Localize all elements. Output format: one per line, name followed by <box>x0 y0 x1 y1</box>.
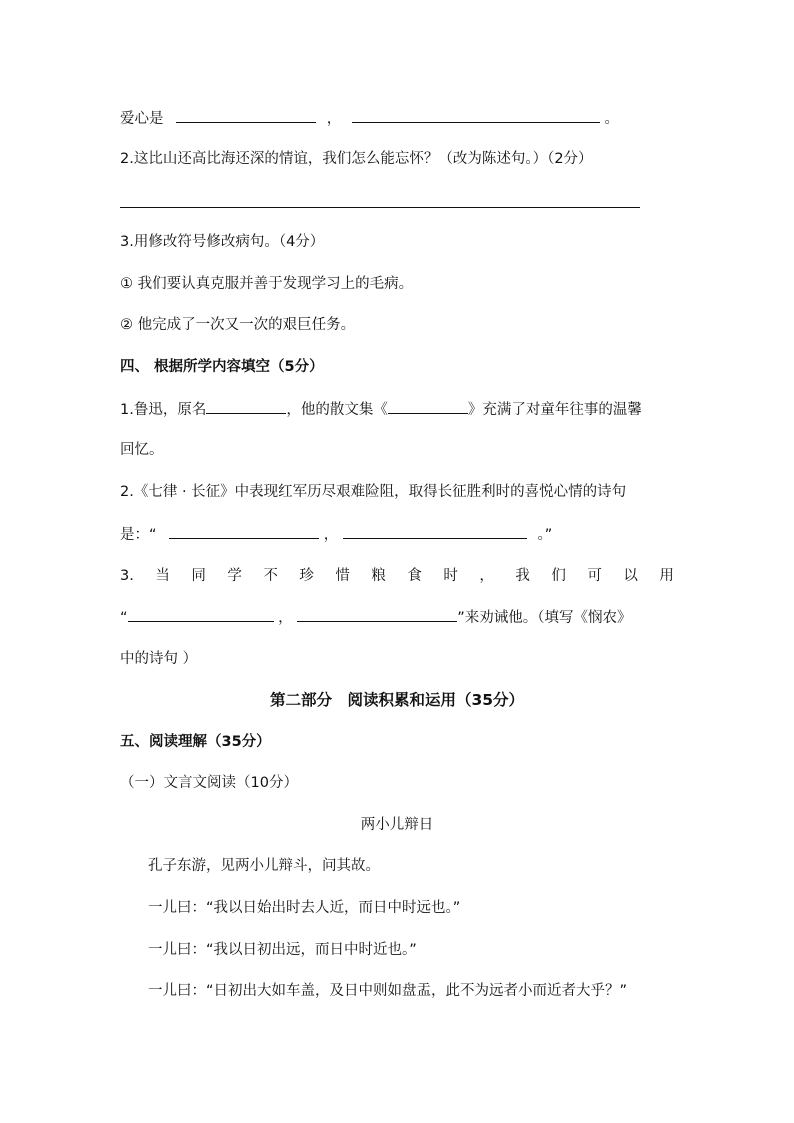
answer-blank[interactable] <box>206 399 286 414</box>
sentence-item-2: ② 他完成了一次又一次的艰巨任务。 <box>120 317 356 333</box>
q3-char: 珍 <box>299 568 314 584</box>
q1-text-c: 》充满了对童年往事的温馨 <box>467 402 642 418</box>
love-fill-line <box>120 108 619 129</box>
section-4-q2: 2.《七律 · 长征》中表现红军历尽艰难险阻，取得长征胜利时的喜悦心情的诗句 <box>120 484 627 500</box>
q3-comma: ， <box>278 610 293 626</box>
love-prefix: 爱心是 <box>120 111 164 127</box>
question-2: 2.这比山还高比海还深的情谊，我们怎么能忘怀？（改为陈述句。）（2分） <box>120 151 593 167</box>
passage-paragraph: 一儿曰：“日初出大如车盖，及日中则如盘盂，此不为远者小而近者大乎？” <box>148 983 628 999</box>
q1-text-b: ，他的散文集《 <box>286 402 388 418</box>
q2-open: 是：“ <box>120 527 157 543</box>
q3-char: 时 <box>443 568 458 584</box>
q2-comma: ， <box>323 527 339 543</box>
section-5-heading: 五、阅读理解（35分） <box>120 734 271 750</box>
q3-char: 粮 <box>371 568 386 584</box>
answer-line[interactable] <box>120 207 640 208</box>
sentence-item-1: ① 我们要认真克服并善于发现学习上的毛病。 <box>120 276 414 292</box>
q3-char: 学 <box>227 568 242 584</box>
answer-blank[interactable] <box>169 524 319 539</box>
answer-blank[interactable] <box>297 607 457 622</box>
passage-title: 两小儿辩日 <box>360 817 434 833</box>
section-4-q3-answer <box>120 607 632 628</box>
q3-char: 不 <box>263 568 278 584</box>
q3-char: 3. <box>120 568 134 584</box>
q3-open-quote: “ <box>120 610 128 626</box>
section-4-q2-answer <box>120 524 552 545</box>
q3-char: 们 <box>551 568 566 584</box>
q1-text-a: 1.鲁迅，原名 <box>120 402 207 418</box>
q3-char: 以 <box>623 568 638 584</box>
part-2-title: 第二部分 阅读积累和运用（35分） <box>269 691 525 709</box>
q3-char: 我 <box>515 568 530 584</box>
q3-char: ， <box>479 568 494 584</box>
q3-char: 惜 <box>335 568 350 584</box>
q3-char: 用 <box>659 568 674 584</box>
section-4-q1 <box>120 399 642 420</box>
period: 。 <box>604 111 619 127</box>
q3-char: 食 <box>407 568 422 584</box>
passage-paragraph: 一儿曰：“我以日初出远，而日中时近也。” <box>148 942 417 958</box>
passage-paragraph: 孔子东游，见两小儿辩斗，问其故。 <box>148 858 380 874</box>
q3-close: ”来劝诫他。（填写《悯农》 <box>457 610 632 626</box>
section-4-heading: 四、 根据所学内容填空（5分） <box>120 359 324 375</box>
section-4-q3-tail: 中的诗句 ） <box>120 651 198 667</box>
q3-char: 同 <box>191 568 206 584</box>
subsection-1-heading: （一）文言文阅读（10分） <box>120 775 298 791</box>
answer-blank[interactable] <box>343 524 527 539</box>
answer-blank[interactable] <box>176 108 316 123</box>
passage-paragraph: 一儿曰：“我以日始出时去人近，而日中时远也。” <box>148 900 461 916</box>
answer-blank[interactable] <box>388 399 468 414</box>
q3-char: 当 <box>155 568 170 584</box>
answer-blank[interactable] <box>352 108 600 123</box>
comma: ， <box>326 111 342 127</box>
answer-blank[interactable] <box>128 607 274 622</box>
q2-close: 。” <box>537 527 553 543</box>
q3-char: 可 <box>587 568 602 584</box>
section-4-q3 <box>120 566 674 586</box>
question-3: 3.用修改符号修改病句。（4分） <box>120 234 325 250</box>
section-4-q1-cont: 回忆。 <box>120 442 164 458</box>
